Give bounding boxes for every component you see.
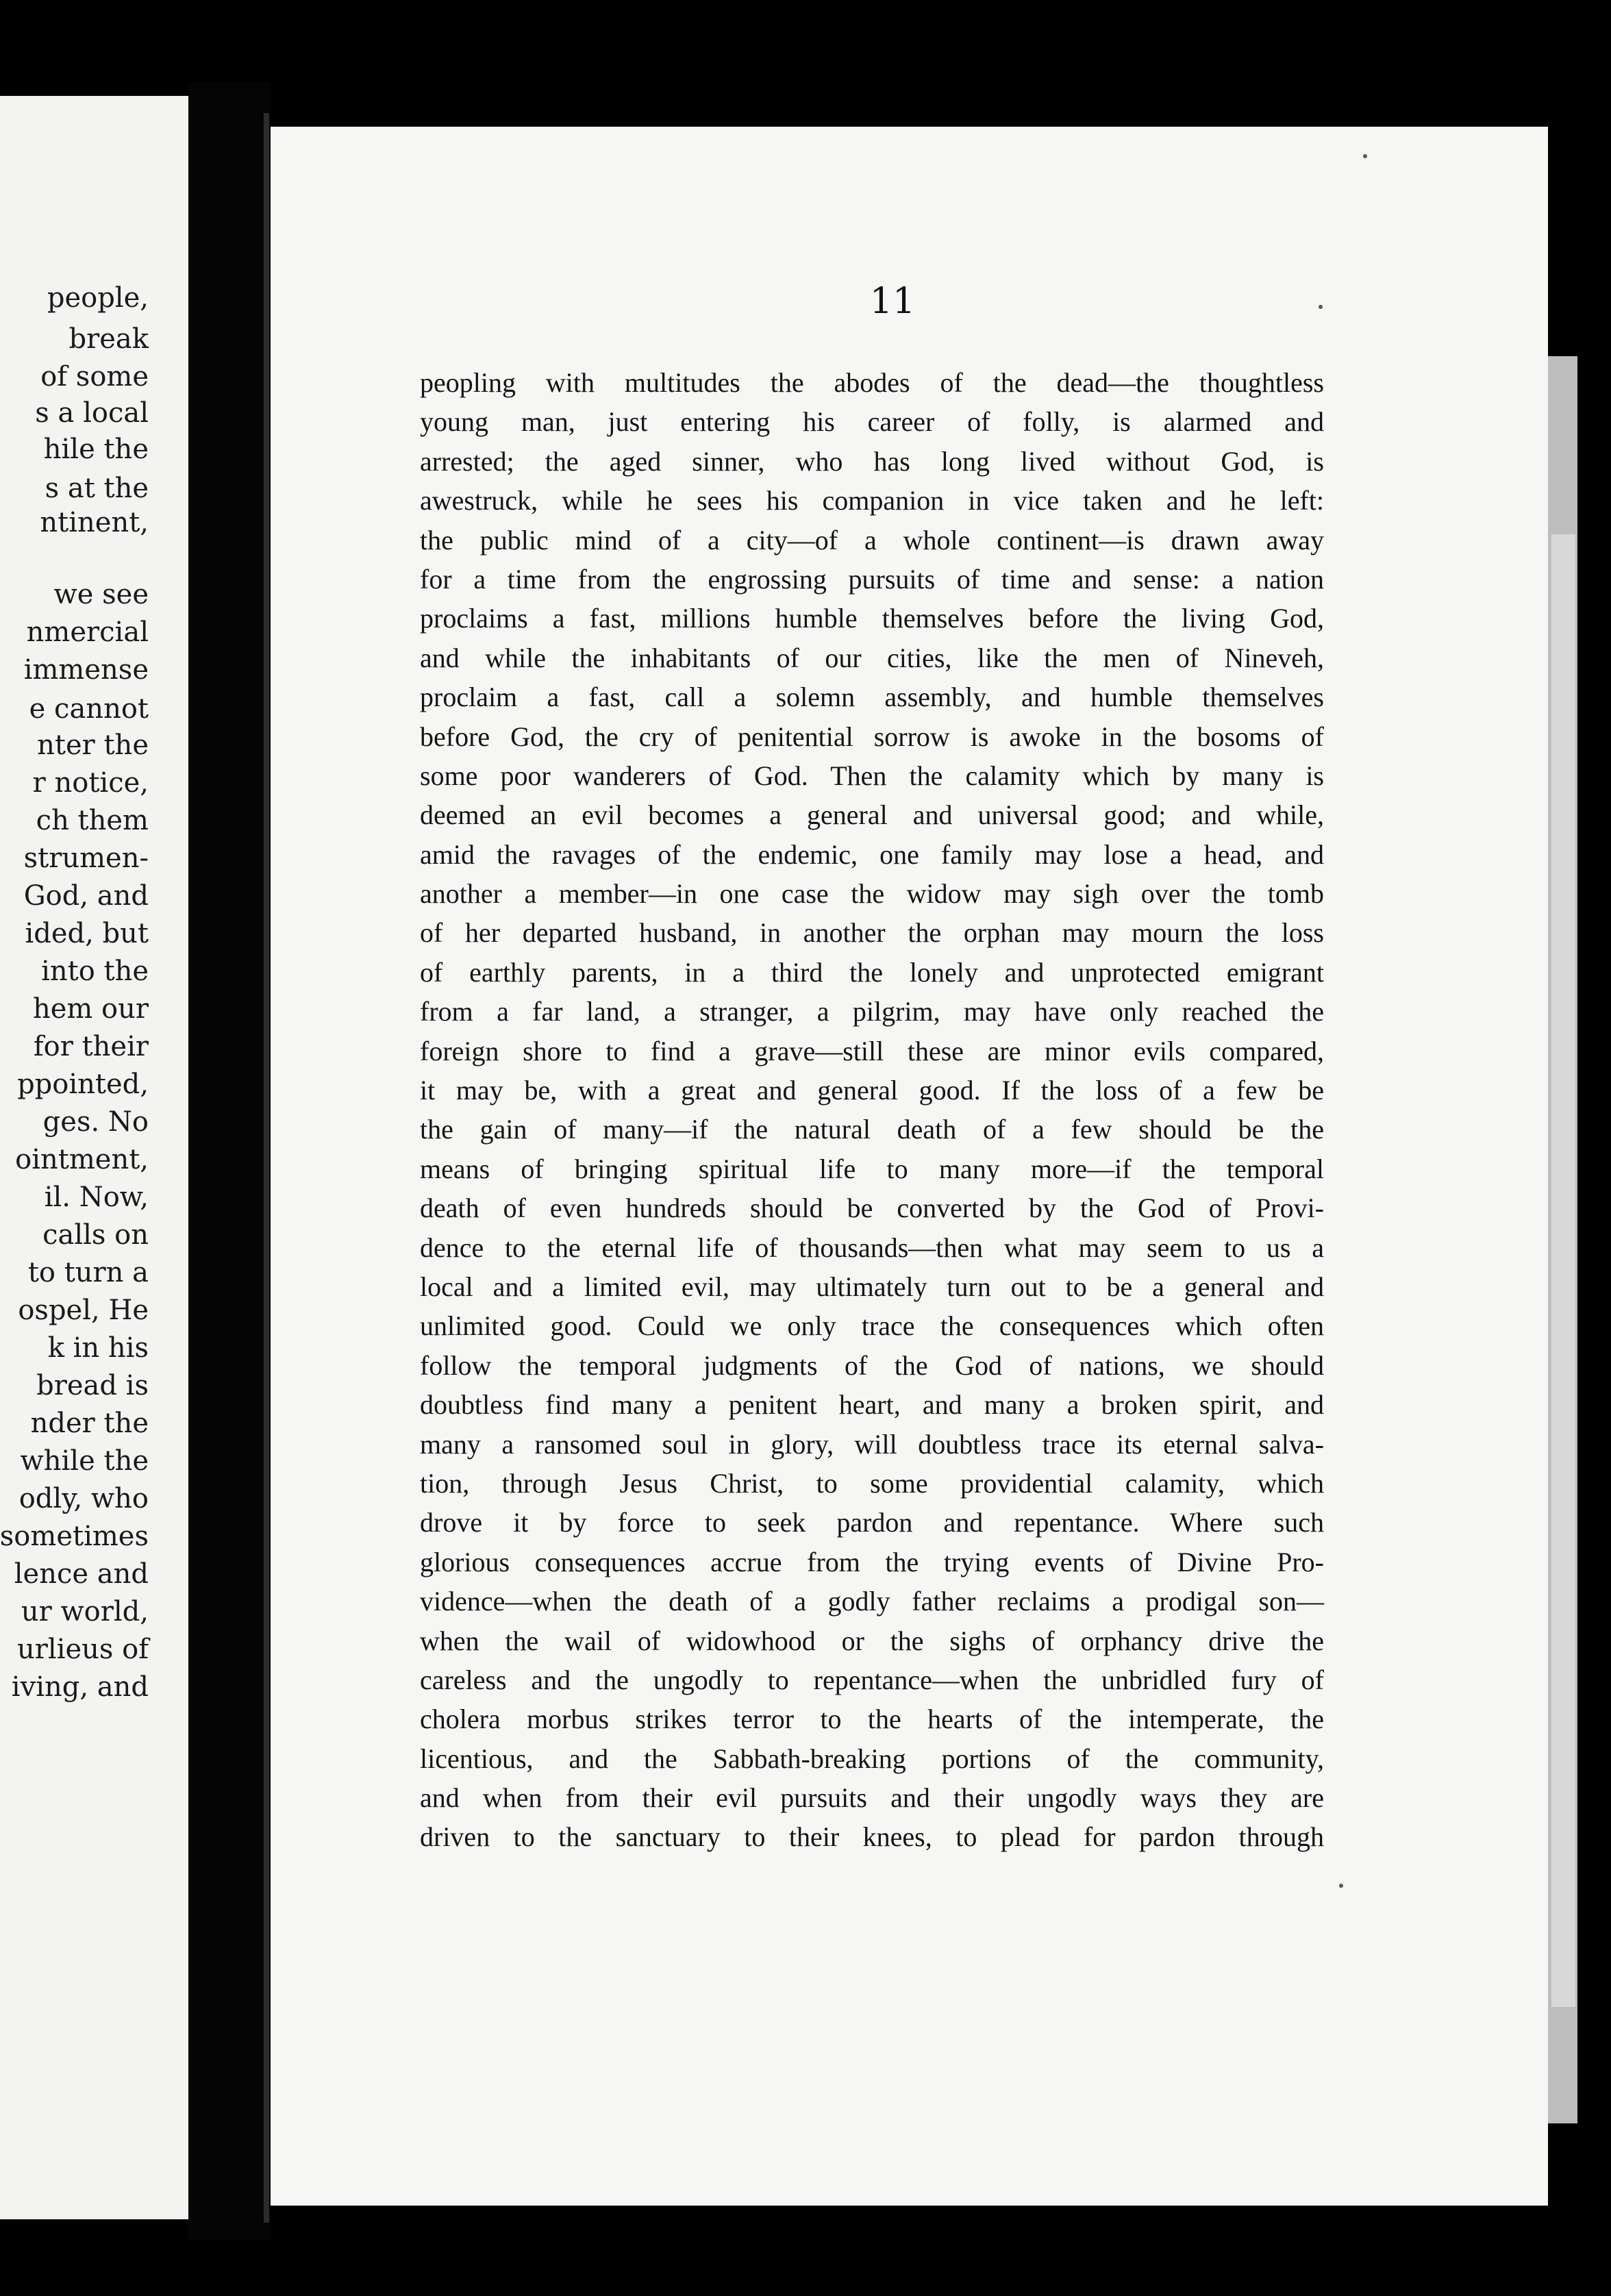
left-page-line: iving, and (11, 1671, 149, 1703)
left-page-line: r notice, (32, 767, 149, 799)
body-text-line: cholera morbus strikes terror to the hearts of the intemperate, the (420, 1704, 1324, 1735)
left-page-line: ided, but (25, 918, 149, 949)
body-text-line: dence to the eternal life of thousands—then what may seem to us a (420, 1232, 1324, 1263)
body-text-line: when the wail of widowhood or the sighs of orphancy drive the (420, 1625, 1324, 1656)
left-page-line: we see (53, 579, 149, 610)
body-text-line: the public mind of a city—of a whole continent—is drawn away (420, 524, 1324, 556)
left-page-line: hile the (43, 434, 149, 465)
left-page-line: hem our (32, 993, 149, 1025)
body-text-line: of her departed husband, in another the orphan may mourn the loss (420, 917, 1324, 949)
left-page-line: people, (47, 282, 149, 314)
body-text-line: the gain of many—if the natural death of a few should be the (420, 1114, 1324, 1145)
left-page-line: ntinent, (40, 507, 149, 538)
left-page-line: ur world, (21, 1596, 149, 1627)
body-text-line: glorious consequences accrue from the trying events of Divine Pro- (420, 1546, 1324, 1577)
left-page-line: bread is (36, 1370, 149, 1401)
body-text-line: for a time from the engrossing pursuits of time and sense: a nation (420, 563, 1324, 595)
print-speck (1319, 305, 1323, 309)
left-page-line: ointment, (15, 1144, 149, 1175)
left-page-line: ch them (36, 805, 149, 836)
left-page-line: ges. No (42, 1106, 149, 1138)
body-text-line: before God, the cry of penitential sorrow is awoke in the bosoms of (420, 721, 1324, 752)
body-text-line: careless and the ungodly to repentance—when the unbridled fury of (420, 1664, 1324, 1695)
left-page-line: sometimes (0, 1521, 149, 1552)
body-text-line: deemed an evil becomes a general and universal good; and while, (420, 799, 1324, 831)
body-text-line: driven to the sanctuary to their knees, to plead for pardon through (420, 1821, 1324, 1853)
body-text-line: foreign shore to find a grave—still these are minor evils compared, (420, 1035, 1324, 1066)
body-text-line: arrested; the aged sinner, who has long lived without God, is (420, 445, 1324, 477)
left-page-line: ppointed, (17, 1069, 149, 1100)
left-page-line: k in his (47, 1332, 149, 1364)
body-text-line: many a ransomed soul in glory, will doubtless trace its eternal salva- (420, 1428, 1324, 1460)
body-text-line: young man, just entering his career of folly, is alarmed and (420, 406, 1324, 438)
body-text-line: some poor wanderers of God. Then the calamity which by many is (420, 760, 1324, 791)
left-page-line: lence and (14, 1558, 149, 1590)
left-page-line: odly, who (18, 1483, 149, 1514)
book-gutter (188, 82, 271, 2240)
page-edge-highlight (1551, 534, 1575, 2007)
left-page-line: ospel, He (18, 1295, 149, 1326)
left-page-line: to turn a (27, 1257, 149, 1288)
body-text-line: another a member—in one case the widow may sigh over the tomb (420, 878, 1324, 910)
left-page-line: break (68, 323, 149, 355)
body-text-line: licentious, and the Sabbath-breaking portions of the community, (420, 1743, 1324, 1774)
body-text-line: peopling with multitudes the abodes of the dead—the thoughtless (420, 367, 1324, 398)
body-text (420, 363, 1324, 1857)
left-page-line: strumen- (23, 843, 149, 874)
left-page-line: while the (20, 1445, 149, 1477)
previous-page-fragment (0, 96, 188, 2219)
body-text-line: and when from their evil pursuits and their ungodly ways they are (420, 1782, 1324, 1814)
body-text-line: vidence—when the death of a godly father reclaims a prodigal son— (420, 1586, 1324, 1617)
body-text-line: amid the ravages of the endemic, one family may lose a head, and (420, 838, 1324, 870)
left-page-line: nter the (37, 729, 149, 761)
body-text-line: of earthly parents, in a third the lonely and unprotected emigrant (420, 956, 1324, 988)
left-page-line: e cannot (29, 693, 149, 725)
left-page-line: nder the (30, 1408, 149, 1439)
body-text-line: follow the temporal judgments of the God of nations, we should (420, 1349, 1324, 1381)
body-text-line: and while the inhabitants of our cities, like the men of Nineveh, (420, 642, 1324, 673)
left-page-line: immense (23, 654, 149, 686)
print-speck (1339, 1884, 1343, 1888)
body-text-line: it may be, with a great and general good. If the loss of a few be (420, 1075, 1324, 1106)
body-text-line: tion, through Jesus Christ, to some providential calamity, which (420, 1467, 1324, 1499)
left-page-line: God, and (23, 880, 149, 912)
body-text-line: unlimited good. Could we only trace the consequences which often (420, 1310, 1324, 1342)
page-number: 11 (869, 281, 916, 322)
body-text-line: from a far land, a stranger, a pilgrim, may have only reached the (420, 996, 1324, 1027)
left-page-line: s at the (45, 473, 149, 504)
left-page-line: for their (33, 1031, 149, 1062)
left-page-line: il. Now, (44, 1182, 149, 1213)
body-text-line: death of even hundreds should be converted by the God of Provi- (420, 1193, 1324, 1224)
left-page-line: of some (40, 361, 149, 392)
left-page-line: urlieus of (16, 1634, 149, 1665)
current-page (271, 127, 1548, 2206)
body-text-line: proclaim a fast, call a solemn assembly, and humble themselves (420, 682, 1324, 713)
body-text-line: proclaims a fast, millions humble themselves before the living God, (420, 603, 1324, 634)
left-page-line: calls on (42, 1219, 149, 1251)
print-speck (1363, 154, 1367, 158)
body-text-line: drove it by force to seek pardon and repentance. Where such (420, 1507, 1324, 1538)
left-page-line: s a local (35, 397, 149, 429)
left-page-line: nmercial (26, 616, 149, 648)
gutter-edge (264, 113, 269, 2223)
left-page-line: into the (41, 956, 149, 987)
body-text-line: local and a limited evil, may ultimately turn out to be a general and (420, 1271, 1324, 1302)
body-text-line: awestruck, while he sees his companion in vice taken and he left: (420, 485, 1324, 516)
body-text-line: means of bringing spiritual life to many more—if the temporal (420, 1153, 1324, 1184)
body-text-line: doubtless find many a penitent heart, and many a broken spirit, and (420, 1389, 1324, 1421)
